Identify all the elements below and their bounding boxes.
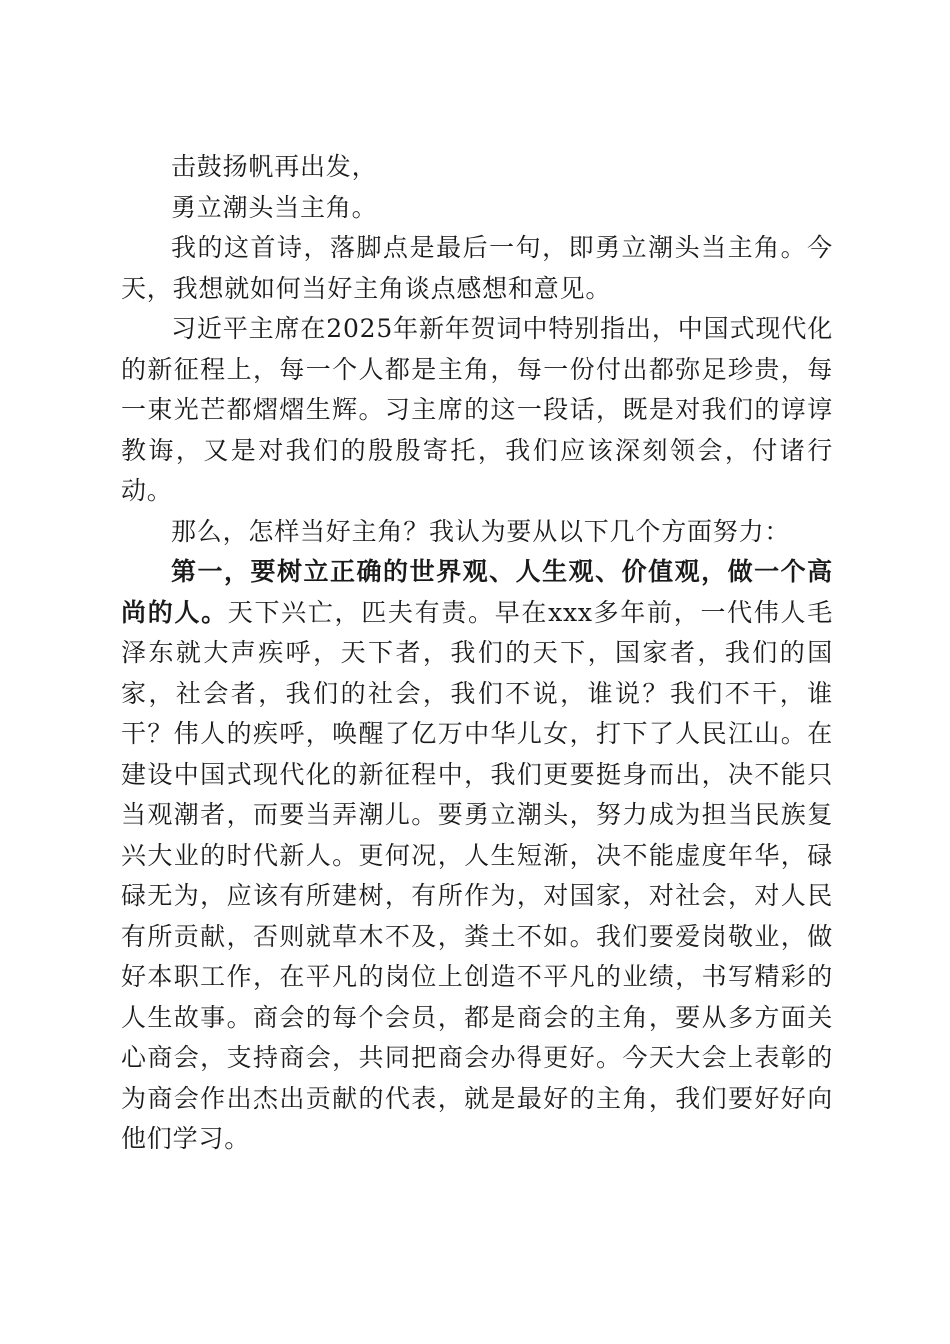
paragraph-question: 那么，怎样当好主角？我认为要从以下几个方面努力： <box>171 516 791 546</box>
paragraph-intro: 我的这首诗，落脚点是最后一句，即勇立潮头当主角。今天，我想就如何当好主角谈点感想和意见。 <box>121 233 833 303</box>
poem-line-1: 击鼓扬帆再出发， <box>171 152 378 181</box>
paragraph-new-year-message: 习近平主席在2025年新年贺词中特别指出，中国式现代化的新征程上，每一个人都是主角，每一份付出都弥足珍贵，每一束光芒都熠熠生辉。习主席的这一段话，既是对我们的谆谆教诲，又是对我们的殷殷寄托，我们应该深刻领会，付诸行动。 <box>121 314 833 505</box>
document-body <box>121 147 833 1160</box>
paragraph-point-one <box>121 552 833 1160</box>
point-one-body: 天下兴亡，匹夫有责。早在xxx多年前，一代伟人毛泽东就大声疾呼，天下者，我们的天下，国家者，我们的国家，社会者，我们的社会，我们不说，谁说？我们不干，谁干？伟人的疾呼，唤醒了亿万中华儿女，打下了人民江山。在建设中国式现代化的新征程中，我们更要挺身而出，决不能只当观潮者，而要当弄潮儿。要勇立潮头，努力成为担当民族复兴大业的时代新人。更何况，人生短渐，决不能虚度年华，碌碌无为，应该有所建树，有所作为，对国家，对社会，对人民有所贡献，否则就草木不及，粪土不如。我们要爱岗敬业，做好本职工作，在平凡的岗位上创造不平凡的业绩，书写精彩的人生故事。商会的每个会员，都是商会的主角，要从多方面关心商会，支持商会，共同把商会办得更好。今天大会上表彰的为商会作出杰出贡献的代表，就是最好的主角，我们要好好向他们学习。 <box>121 597 834 1153</box>
point-one-heading: 第一，要树立正确的世界观、人生观、价值观，做一个高尚的人。 <box>121 557 833 627</box>
poem-line-2: 勇立潮头当主角。 <box>171 192 378 222</box>
